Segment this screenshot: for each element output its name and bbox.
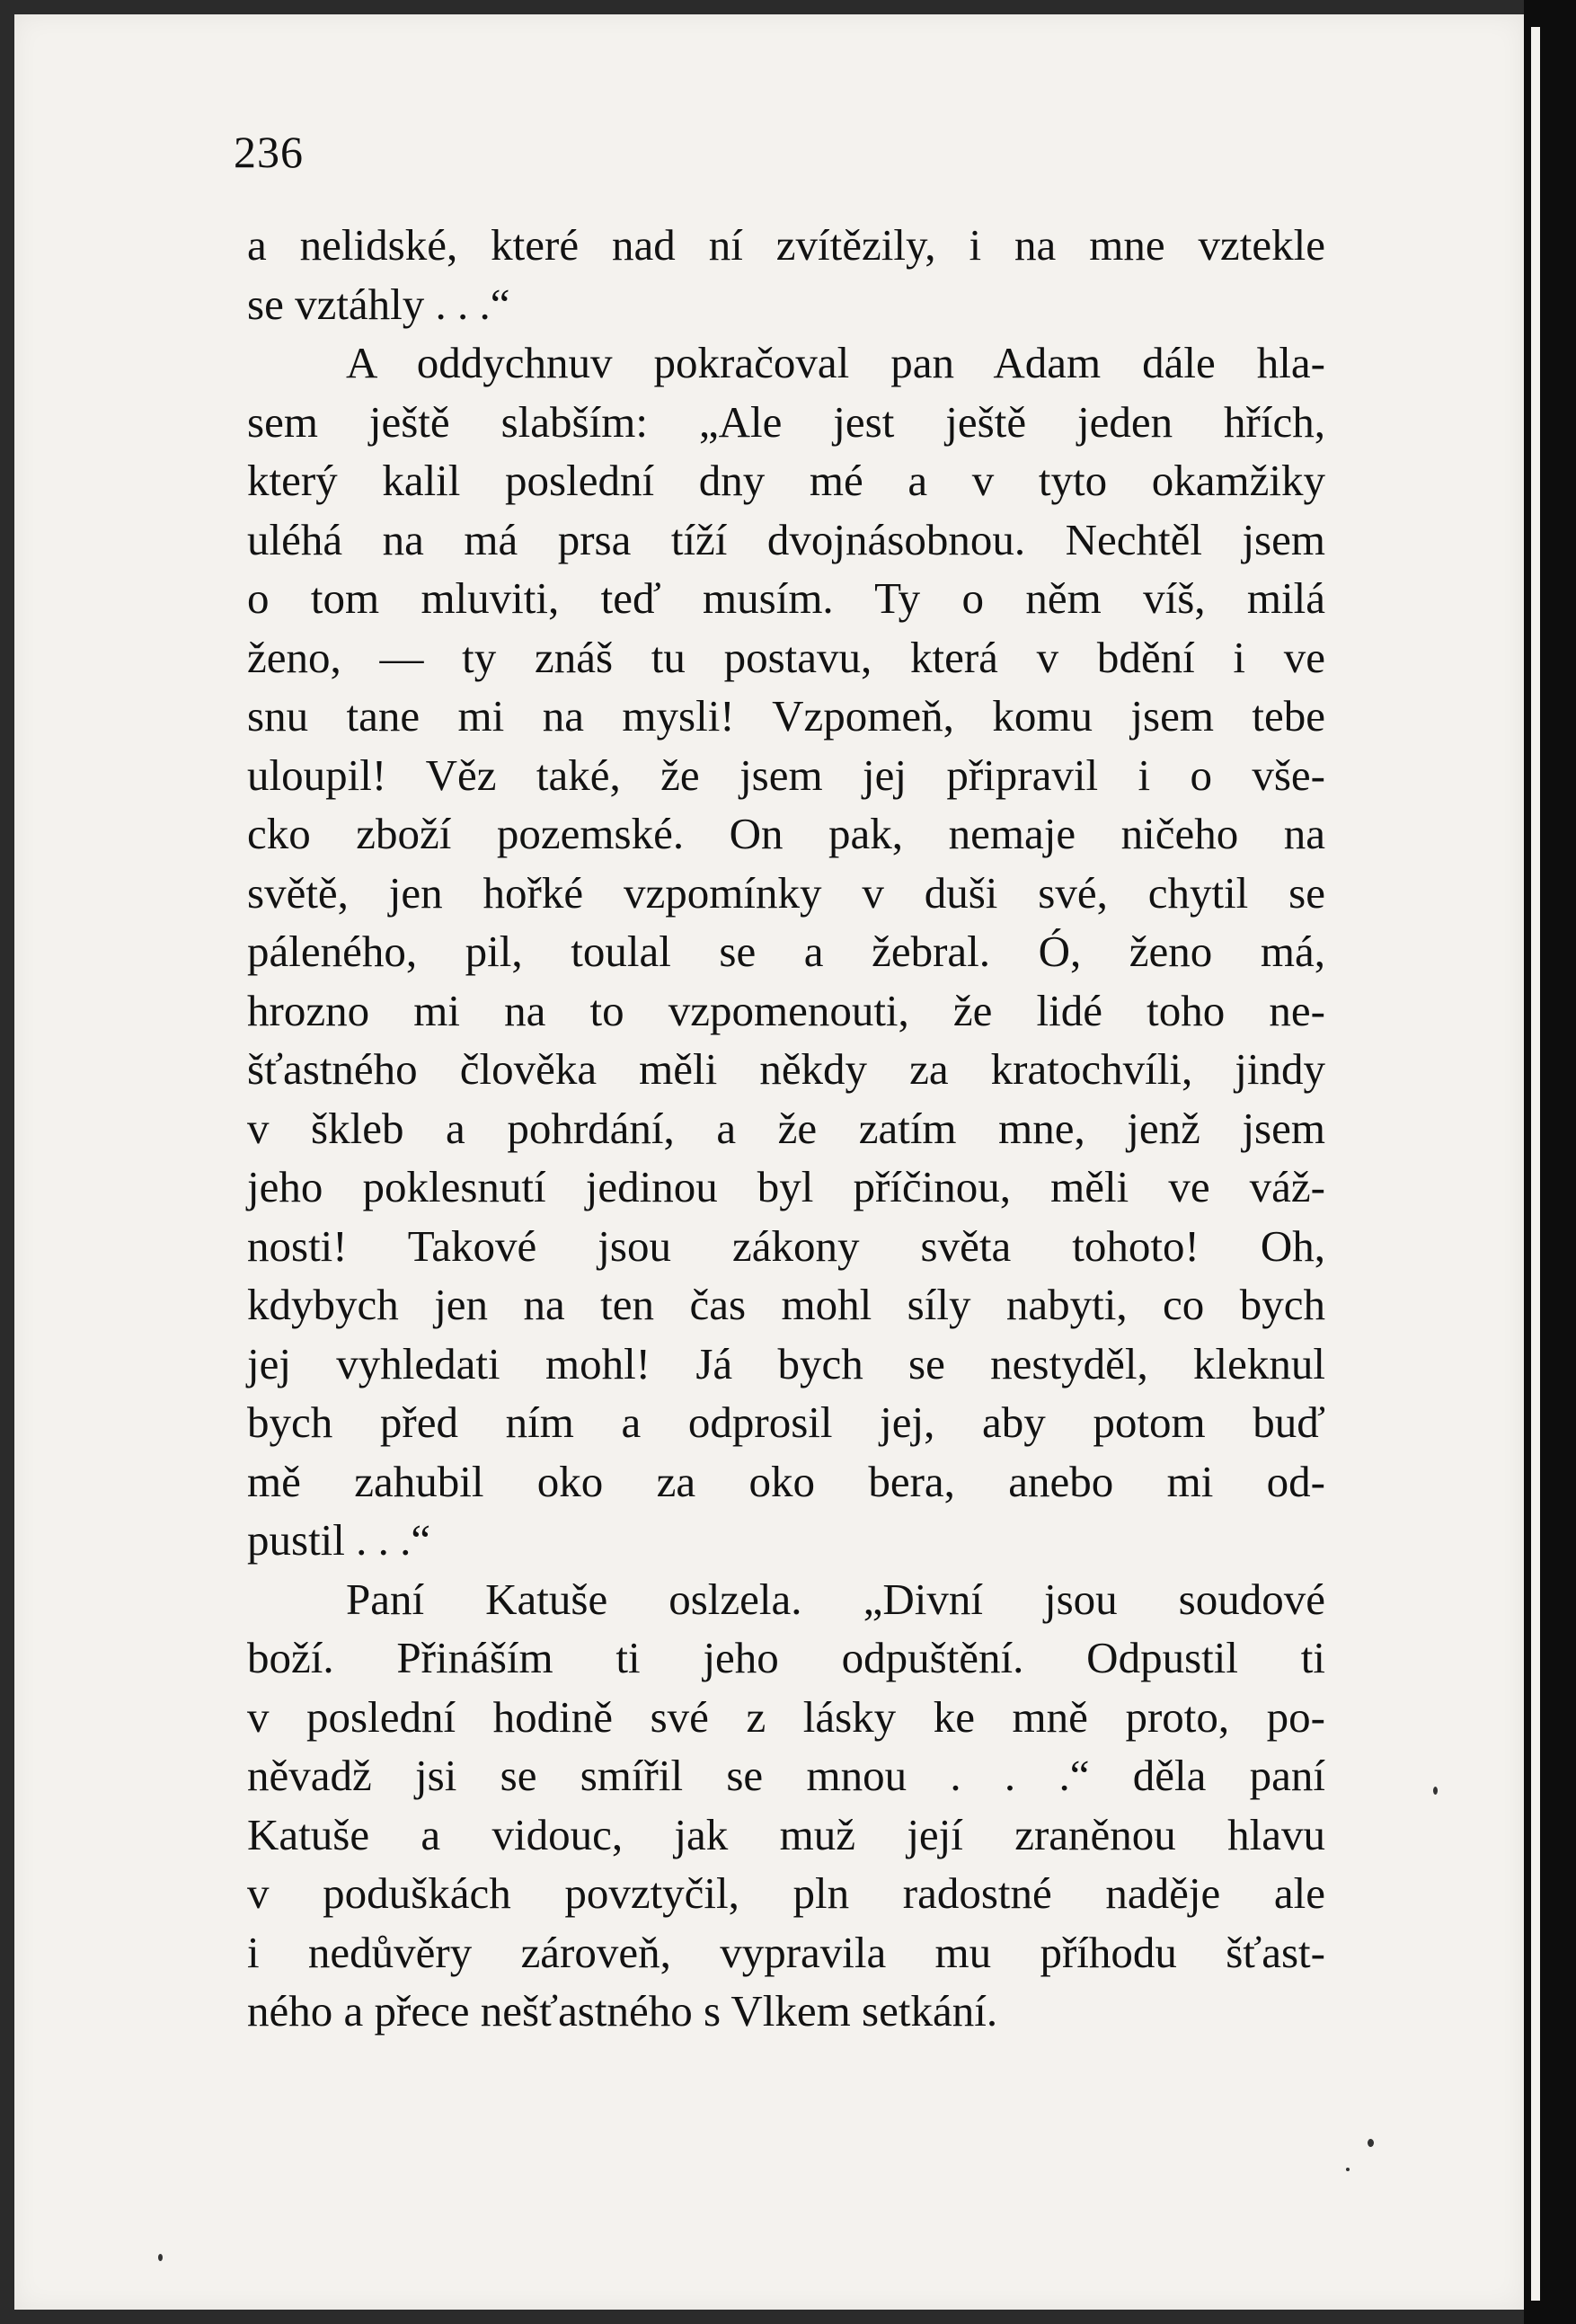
text-line: a nelidské, které nad ní zvítězily, i na mne vztekle: [247, 220, 1325, 270]
text-line: i nedůvěry zároveň, vypravila mu příhodu šťast-: [247, 1927, 1325, 1977]
body-text: [247, 216, 1325, 2041]
scan-speck: [1368, 2139, 1374, 2147]
page-edge-strip: [1531, 27, 1540, 2301]
text-line: světě, jen hořké vzpomínky v duši své, chytil se: [247, 867, 1325, 918]
text-line: Katuše a vidouc, jak muž její zraněnou hlavu: [247, 1809, 1325, 1859]
text-line: ného a přece nešťastného s Vlkem setkání.: [247, 1986, 998, 2036]
text-line: se vztáhly . . .“: [247, 279, 510, 329]
text-line: o tom mluviti, teď musím. Ty o něm víš, milá: [247, 573, 1325, 623]
text-line: cko zboží pozemské. On pak, nemaje ničeho na: [247, 809, 1325, 858]
text-line: páleného, pil, toulal se a žebral. Ó, ženo má,: [247, 927, 1325, 976]
text-line: sem ještě slabším: „Ale jest ještě jeden hřích,: [247, 396, 1325, 447]
text-line: bych před ním a odprosil jej, aby potom buď: [247, 1397, 1325, 1447]
scan-speck: [158, 2254, 163, 2261]
text-line: který kalil poslední dny mé a v tyto okamžiky: [247, 456, 1325, 505]
text-line: ženo, — ty znáš tu postavu, která v bdění i ve: [247, 632, 1325, 682]
text-line: hrozno mi na to vzpomenouti, že lidé toho ne-: [247, 985, 1325, 1035]
scan-speck: [1346, 2168, 1350, 2171]
page-edge-shadow: [1524, 0, 1576, 2324]
text-line: A oddychnuv pokračoval pan Adam dále hla-: [346, 338, 1325, 387]
text-line: šťastného člověka měli někdy za kratochvíli, jindy: [247, 1044, 1325, 1094]
text-line: jej vyhledati mohl! Já bych se nestyděl, kleknul: [247, 1338, 1325, 1388]
text-line: v škleb a pohrdání, a že zatím mne, jenž jsem: [247, 1103, 1325, 1153]
text-line: jeho poklesnutí jedinou byl příčinou, měli ve váž-: [247, 1162, 1325, 1211]
text-line: boží. Přináším ti jeho odpuštění. Odpustil ti: [247, 1633, 1325, 1682]
text-line: kdybych jen na ten čas mohl síly nabyti, co bych: [247, 1280, 1325, 1329]
text-line: uléhá na má prsa tíží dvojnásobnou. Nechtěl jsem: [247, 514, 1325, 564]
text-line: Paní Katuše oslzela. „Divní jsou soudové: [346, 1574, 1325, 1624]
text-line: pustil . . .“: [247, 1515, 431, 1565]
text-line: v poslední hodině své z lásky ke mně proto, po-: [247, 1691, 1325, 1742]
scan-speck: [1433, 1787, 1438, 1795]
text-line: snu tane mi na mysli! Vzpomeň, komu jsem tebe: [247, 691, 1325, 741]
page-number: 236: [234, 127, 304, 177]
text-line: něvadž jsi se smířil se mnou . . .“ děla paní: [247, 1751, 1325, 1800]
text-line: v poduškách povztyčil, pln radostné naděje ale: [247, 1868, 1325, 1918]
text-line: mě zahubil oko za oko bera, anebo mi od-: [247, 1456, 1325, 1506]
text-line: nosti! Takové jsou zákony světa tohoto! Oh,: [247, 1220, 1325, 1271]
text-line: uloupil! Věz také, že jsem jej připravil i o vše-: [247, 750, 1325, 800]
